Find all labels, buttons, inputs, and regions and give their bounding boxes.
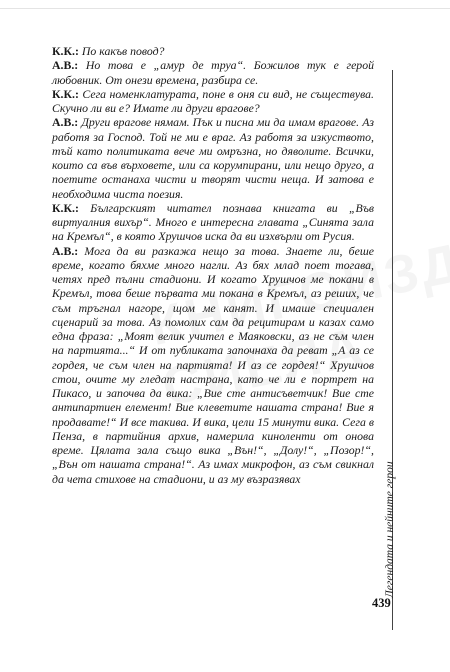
paragraph-text: Но това е „амур де труа“. Божилов тук е герой любовник. От онези времена, разбира се.: [52, 58, 374, 87]
speaker-label: К.К.:: [52, 44, 79, 58]
paragraph-text: Мога да ви разкажа нещо за това. Знаете ли, беше време, когато бяхме много нагли. Аз бях млад поет тогава, четях пред пълни стадиони. И когато Хрушчов ме покани в Кремъл, това беше първата ми покана в Кремъл, аз реших, че съм тръгнал нагоре, щом ме канят. И имаше специален сценарий за това. Аз помолих сам да рецитирам и казах само една фраза: „Моят велик учител е Маяковски, аз не съм член на партията...“ И от публиката започнаха да реват „А аз се гордея, че съм член на партията! И аз се гордея!“ Хрушчов стои, очите му гледат настрана, като че ли е портрет на Пикасо, и започва да вика: „Вие сте антисъветчик! Вие сте антипартиен елемент! Вие клеветите нашата страна! Вие я продавате!“ И все такива. И вика, цели 15 минути вика. Сега в Пенза, в партийния архив, намерила киноленти от онова време. Цялата зала също вика „Вън!“, „Долу!“, „Позор!“, „Вън от нашата страна!“. Аз имах микрофон, аз съм свикнал да чета стихове на стадиони, и аз му възразявах: [52, 243, 374, 486]
paragraph: [52, 44, 374, 58]
speaker-label: К.К.:: [52, 200, 79, 215]
paragraph-text: Българският читател познава книгата ви „Във виртуалния вихър“. Много е интересна главата „Синята зала на Кремъл“, в която Хрушчов иска да ви изхвърли от Русия.: [52, 200, 374, 244]
speaker-label: А.В.:: [52, 243, 79, 258]
paragraph: [52, 115, 374, 201]
paragraph: [52, 201, 374, 244]
paragraph: [52, 58, 374, 87]
speaker-label: А.В.:: [52, 58, 79, 73]
paragraph: [52, 87, 374, 116]
page-number: 439: [372, 596, 391, 610]
paragraph-text: Други врагове нямам. Пък и писна ми да имам врагове. Аз работя за Господ. Той не ми е враг. Аз работя за изкуството, тъй като политиката вече ми омръзна, но дяволите. Всички, които са във върховете, или са корумпирани, или нещо друго, а поетите останаха чисти и творят чисти неща. И затова е необходима чиста поезия.: [52, 115, 374, 201]
speaker-label: К.К.:: [52, 86, 79, 101]
interview-text: [52, 44, 374, 486]
speaker-label: А.В.:: [52, 115, 79, 130]
paragraph-text: По какъв повод?: [78, 44, 165, 58]
paragraph-text: Сега номенклатурата, поне в оня си вид, не съществува. Скучно ли ви е? Имате ли други врагове?: [52, 86, 374, 115]
paragraph: [52, 244, 374, 486]
top-edge-rule: [0, 8, 450, 9]
running-head: Легендата и нейните герои: [384, 461, 396, 598]
